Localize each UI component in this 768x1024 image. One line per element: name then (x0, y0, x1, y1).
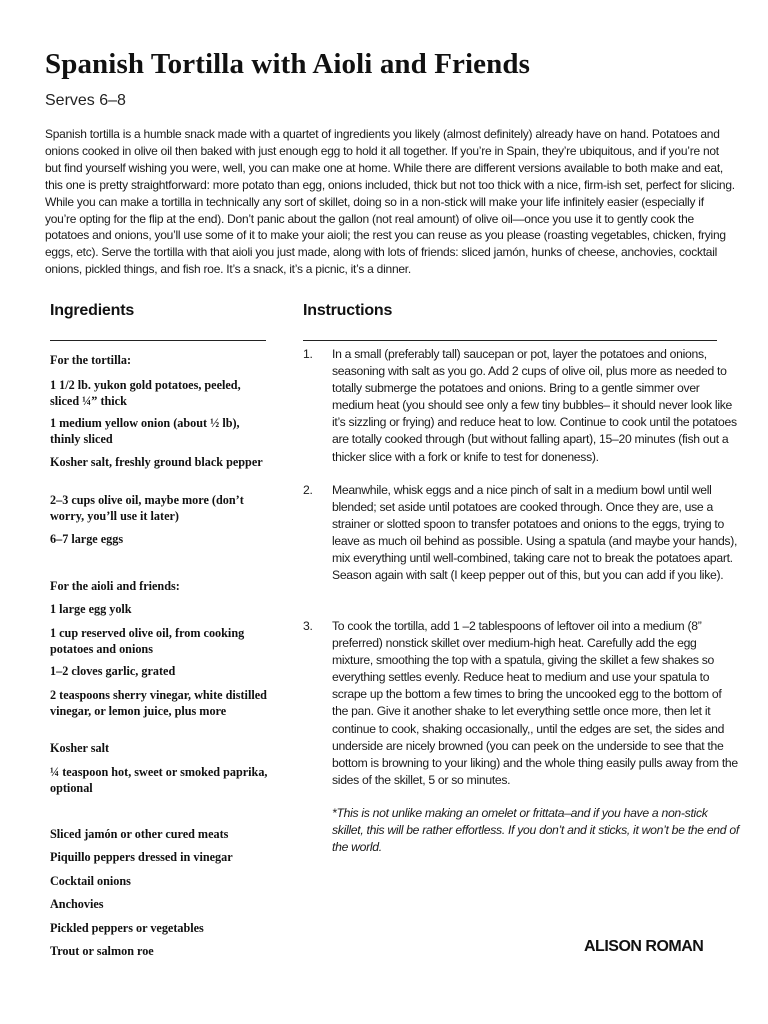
ingredient-item: 1–2 cloves garlic, grated (50, 664, 176, 678)
ingredient-group-aioli: For the aioli and friends: (50, 579, 180, 593)
ingredients-divider (50, 340, 266, 341)
ingredient-item: Kosher salt, freshly ground black pepper (50, 455, 263, 469)
ingredient-item: Cocktail onions (50, 874, 131, 888)
serves-label: Serves 6–8 (45, 92, 126, 109)
step-number: 1. (303, 347, 313, 361)
ingredient-item: Trout or salmon roe (50, 944, 154, 958)
ingredient-item: 6–7 large eggs (50, 532, 124, 546)
ingredient-item: ¼ teaspoon hot, sweet or smoked paprika, optional (50, 765, 268, 795)
step-number: 3. (303, 619, 313, 633)
step-number: 2. (303, 483, 313, 497)
ingredient-item: 1 medium yellow onion (about ½ lb), thinly sliced (50, 416, 240, 446)
ingredient-item: 2 teaspoons sherry vinegar, white distilled vinegar, or lemon juice, plus more (50, 688, 267, 718)
step-text: To cook the tortilla, add 1 –2 tablespoons of leftover oil into a medium (8” preferred) nonstick skillet over medium-high heat. Carefully add the egg mixture, smoothing the top with a spatula, giving the skillet a few shakes so everything settles evenly. Reduce heat to medium and use your spatula to scrape up the bottom a few times to bring the uncooked egg to the bottom of the pan. Give it another shake to let everything settle once more, then let it continue to cook, shaking occasionally,, until the edges are set, the sides and underside are nicely browned (you can peek on the underside to see that the bottom is browning to your liking) and the whole thing easily pulls away from the sides of the skillet, 5 or so minutes. (332, 619, 738, 787)
ingredient-item: 1 large egg yolk (50, 602, 132, 616)
ingredient-item: Sliced jamón or other cured meats (50, 827, 229, 841)
recipe-intro: Spanish tortilla is a humble snack made with a quartet of ingredients you likely (almost definitely) already have on hand. Potatoes and onions cooked in olive oil then baked with just enough egg to hold it all together. If you’re in Spain, they’re ubiquitous, and if you’re not but find yourself wishing you were, well, you can make one at home. While there are different versions available to both make and eat, this one is pretty straightforward: more potato than egg, onions included, thick but not too thick with a nice, firm-ish set, perfect for slicing. While you can make a tortilla in technically any sort of skillet, doing so in a non-stick will make your life infinitely easier (especially if you’re opting for the flip at the end). Don’t panic about the gallon (not real amount) of olive oil—once you use it to gently cook the potatoes and onions, you’ll use some of it to make your aioli; the rest you can reuse as you please (roasting vegetables, chicken, frying eggs, etc). Serve the tortilla with that aioli you just made, along with lots of friends: sliced jamón, hunks of cheese, anchovies, cocktail onions, pickled things, and fish roe. It’s a snack, it’s a picnic, it’s a dinner. (45, 127, 735, 277)
step-text: In a small (preferably tall) saucepan or pot, layer the potatoes and onions, seasoning with salt as you go. Add 2 cups of olive oil, plus more as needed to totally submerge the potatoes and onions. Bring to a gentle simmer over medium heat (you should see only a few tiny bubbles– it should never look like it’s sizzling or frying) and reduce heat to low. Continue to cook until the potatoes are totally cooked through (but without falling apart), 15–20 minutes (fish out a thicker slice with a fork or knife to test for doneness). (332, 347, 737, 464)
recipe-note: *This is not unlike making an omelet or frittata–and if you have a non-stick skillet, this will be rather effortless. If you don’t and it sticks, it won’t be the end of the world. (332, 806, 739, 855)
ingredient-item: 2–3 cups olive oil, maybe more (don’t worry, you’ll use it later) (50, 493, 244, 523)
instructions-heading: Instructions (303, 302, 393, 319)
instructions-divider (303, 340, 717, 341)
recipe-title: Spanish Tortilla with Aioli and Friends (45, 48, 530, 80)
ingredient-item: Anchovies (50, 897, 104, 911)
ingredient-item: 1 cup reserved olive oil, from cooking potatoes and onions (50, 626, 245, 656)
brand-logo: ALISON ROMAN (584, 938, 704, 955)
ingredient-item: Piquillo peppers dressed in vinegar (50, 850, 233, 864)
ingredient-item: Pickled peppers or vegetables (50, 921, 204, 935)
ingredient-group-tortilla: For the tortilla: (50, 353, 131, 367)
ingredient-item: 1 1/2 lb. yukon gold potatoes, peeled, sliced ¼” thick (50, 378, 241, 408)
step-text: Meanwhile, whisk eggs and a nice pinch of salt in a medium bowl until well blended; set aside until potatoes are cooked through. Once they are, use a strainer or slotted spoon to transfer potatoes and onions to the eggs, trying to leave as much oil behind as possible. Using a spatula (and maybe your hands), mix everything until well-combined, taking care not to break the potatoes apart. Season again with salt (I keep pepper out of this, but you can add if you like). (332, 483, 738, 583)
ingredients-heading: Ingredients (50, 302, 135, 319)
ingredient-item: Kosher salt (50, 741, 110, 755)
